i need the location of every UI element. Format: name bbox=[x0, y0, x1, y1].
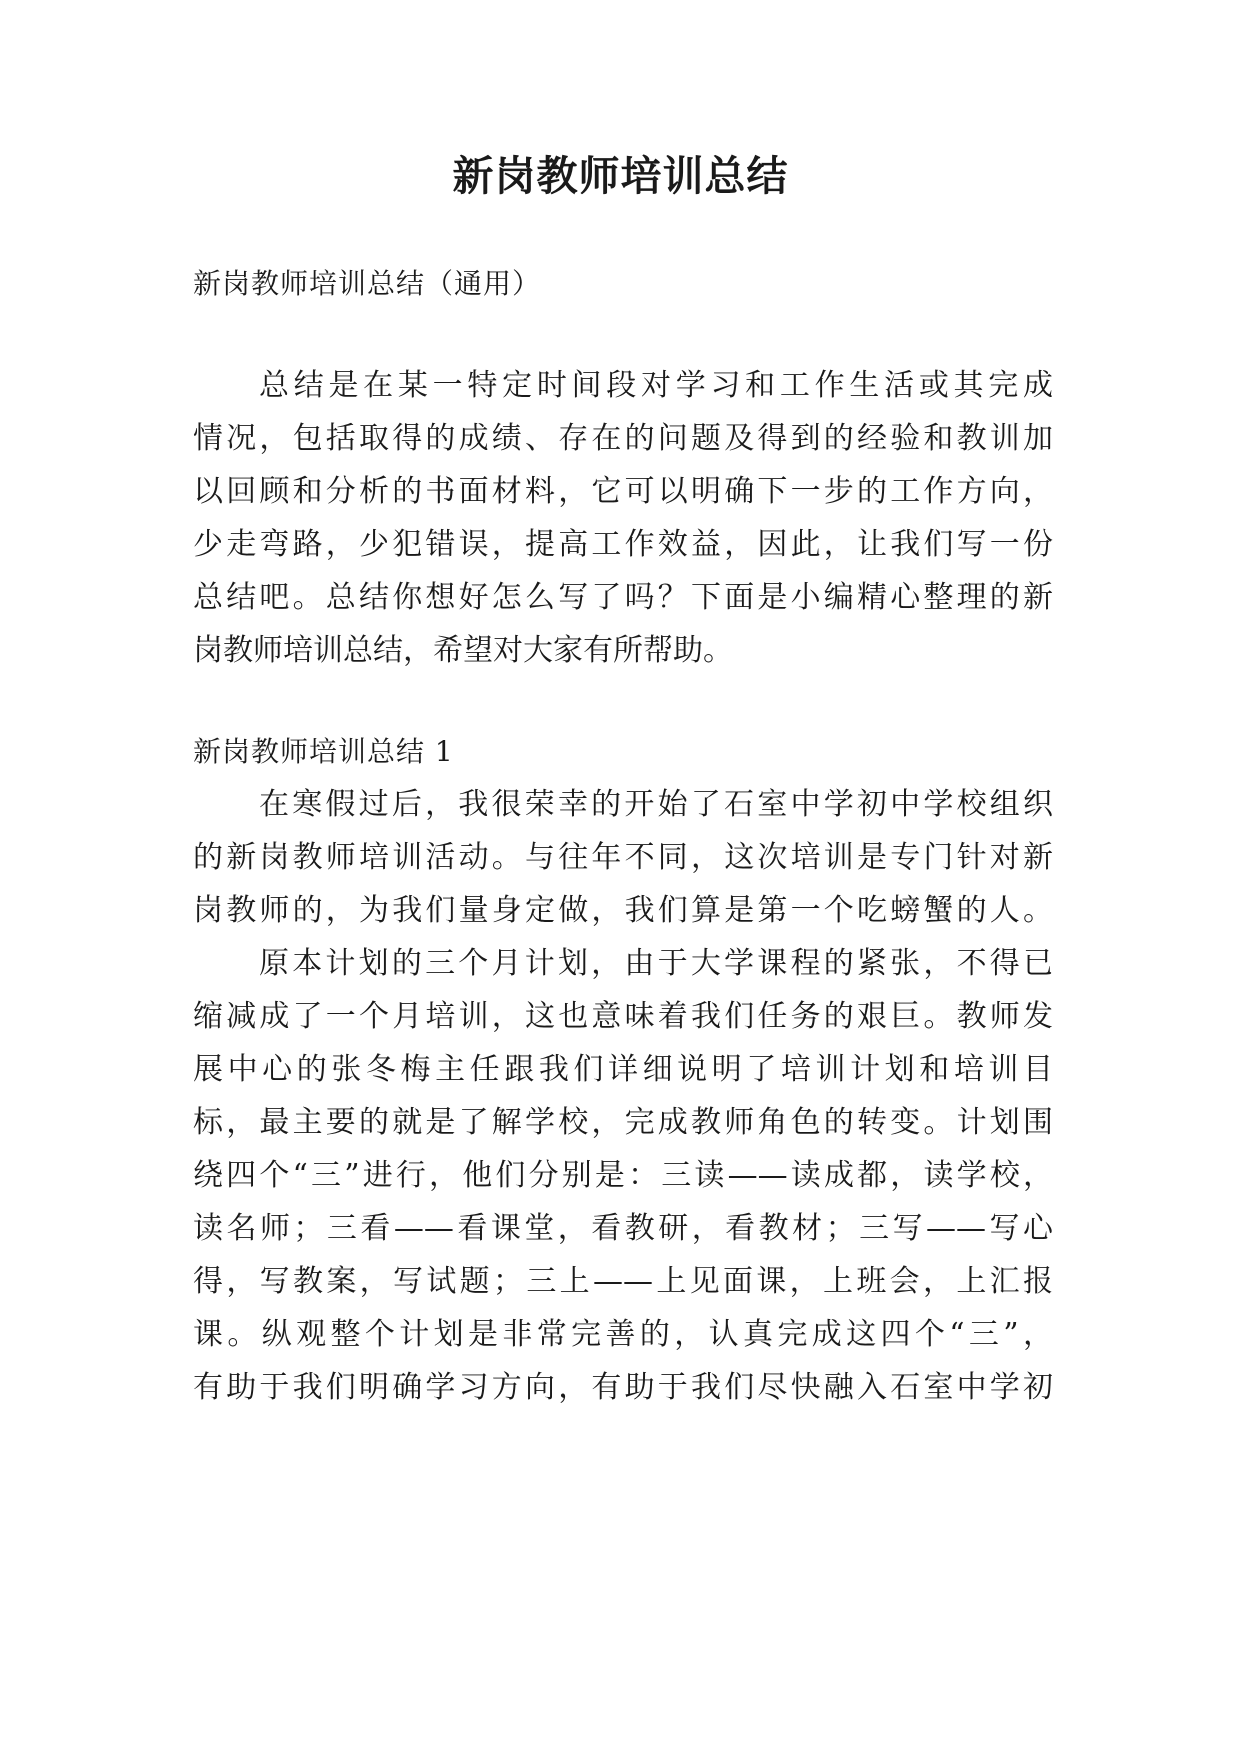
section1-line: 读名师；三看——看课堂，看教研，看教材；三写——写心 bbox=[193, 1211, 1053, 1246]
intro-line: 总结吧。总结你想好怎么写了吗？下面是小编精心整理的新 bbox=[193, 580, 1053, 615]
section1-line: 标，最主要的就是了解学校，完成教师角色的转变。计划围 bbox=[193, 1105, 1053, 1140]
section1-line: 得，写教案，写试题；三上——上见面课，上班会，上汇报 bbox=[193, 1264, 1053, 1299]
section1-line: 课。纵观整个计划是非常完善的，认真完成这四个“三”， bbox=[193, 1317, 1053, 1352]
intro-line: 情况，包括取得的成绩、存在的问题及得到的经验和教训加 bbox=[193, 421, 1053, 456]
document-subtitle: 新岗教师培训总结（通用） bbox=[193, 267, 542, 300]
intro-line: 岗教师培训总结，希望对大家有所帮助。 bbox=[193, 633, 733, 668]
section1-line: 岗教师的，为我们量身定做，我们算是第一个吃螃蟹的人。 bbox=[193, 893, 1053, 928]
section1-line: 原本计划的三个月计划，由于大学课程的紧张，不得已 bbox=[259, 946, 1053, 981]
section1-line: 在寒假过后，我很荣幸的开始了石室中学初中学校组织 bbox=[259, 787, 1053, 822]
section1-line: 有助于我们明确学习方向，有助于我们尽快融入石室中学初 bbox=[193, 1370, 1053, 1405]
section-heading: 新岗教师培训总结 1 bbox=[193, 735, 454, 768]
section1-line: 展中心的张冬梅主任跟我们详细说明了培训计划和培训目 bbox=[193, 1052, 1053, 1087]
section1-line: 缩减成了一个月培训，这也意味着我们任务的艰巨。教师发 bbox=[193, 999, 1053, 1034]
intro-line: 少走弯路，少犯错误，提高工作效益，因此，让我们写一份 bbox=[193, 527, 1053, 562]
intro-line: 总结是在某一特定时间段对学习和工作生活或其完成 bbox=[259, 368, 1053, 403]
document-title: 新岗教师培训总结 bbox=[452, 152, 789, 200]
section1-line: 的新岗教师培训活动。与往年不同，这次培训是专门针对新 bbox=[193, 840, 1053, 875]
section1-line: 绕四个“三”进行，他们分别是：三读——读成都，读学校， bbox=[193, 1158, 1053, 1193]
intro-line: 以回顾和分析的书面材料，它可以明确下一步的工作方向， bbox=[193, 474, 1053, 509]
